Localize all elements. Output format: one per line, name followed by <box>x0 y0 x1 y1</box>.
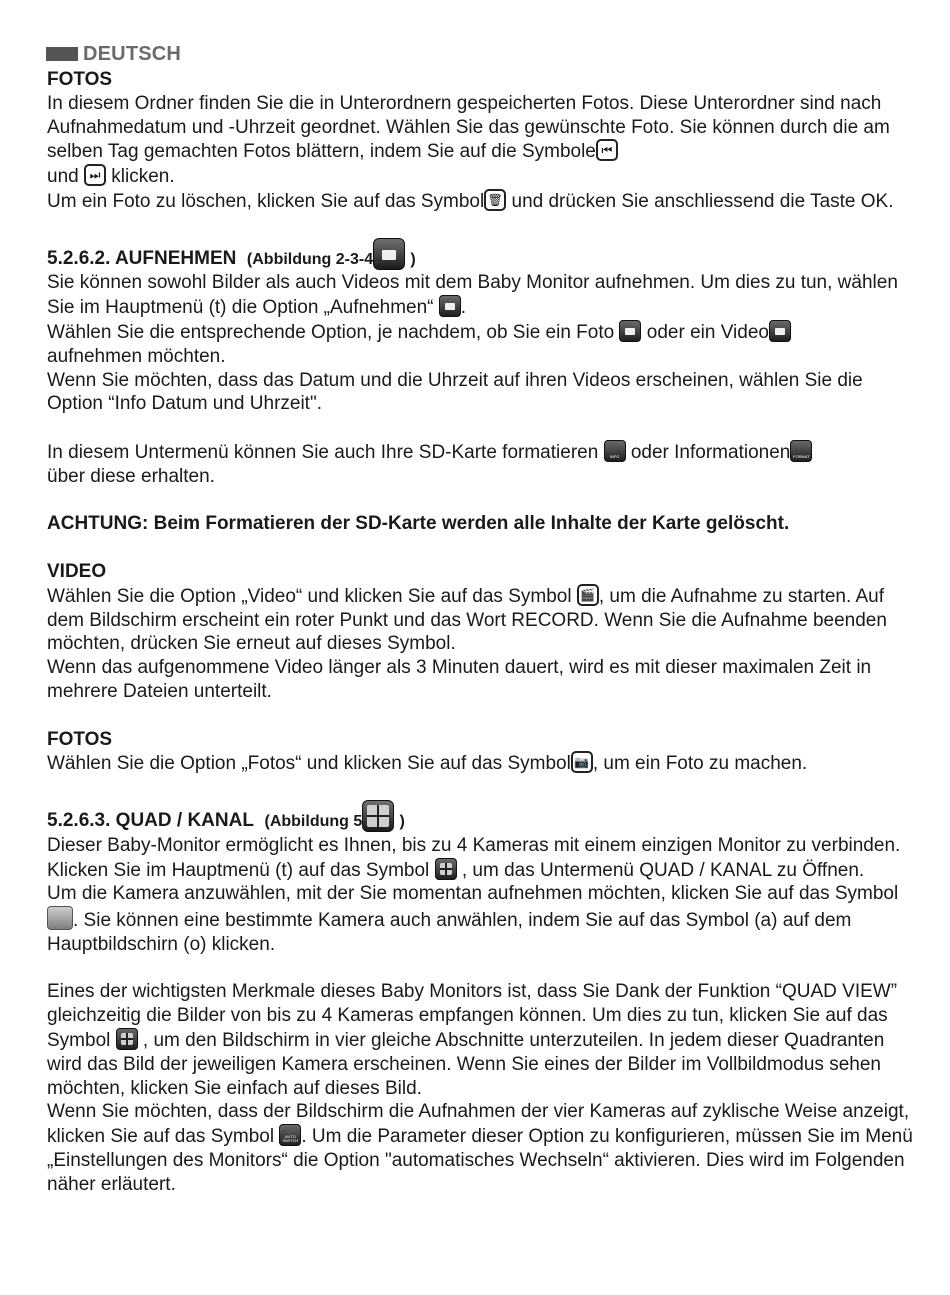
aufnehmen-paragraph-3: Wenn Sie möchten, dass das Datum und die Uhrzeit auf ihren Videos erscheinen, wählen Sie die Option “Info Datum und Uhrzeit". <box>47 369 863 415</box>
fotos2-heading: FOTOS <box>47 728 113 750</box>
fotos-heading: FOTOS <box>47 69 113 90</box>
fotos-paragraph-1: In diesem Ordner finden Sie die in Unterordnern gespeicherten Fotos. Diese Unterordner sind nach Aufnahmedatum und -Uhrzeit geordnet. Wählen Sie das gewünschte Foto. Sie können durch die am selben Tag gemachten Fotos blättern, indem Sie auf die Symbole ⏮ und ⏭ klicken. <box>47 92 890 188</box>
language-bar <box>46 47 78 61</box>
auto-switch-icon: AUTO SWITCH <box>279 1124 301 1146</box>
video-paragraph-2: Wenn das aufgenommene Video länger als 3 Minuten dauert, wird es mit dieser maximalen Zeit in mehrere Dateien unterteilt. <box>47 657 872 702</box>
video-camera-icon: 🎬 <box>577 584 599 606</box>
quad-paragraph-1: Dieser Baby-Monitor ermöglicht es Ihnen, bis zu 4 Kameras mit einem einzigen Monitor zu verbinden. Klicken Sie im Hauptmenü (t) auf das Symbol , um das Untermenü QUAD / KANAL zu Öffnen. <box>47 834 901 881</box>
photo-mode-icon <box>619 320 641 342</box>
record-camera-icon <box>373 238 405 270</box>
fotos-paragraph-2: Um ein Foto zu löschen, klicken Sie auf das Symbol 🗑 und drücken Sie anschliessend die Taste OK. <box>47 190 894 212</box>
quad-view-icon-large <box>362 800 394 832</box>
quad-paragraph-4: Wenn Sie möchten, dass der Bildschirm die Aufnahmen der vier Kameras auf zyklische Weise anzeigt, klicken Sie auf das Symbol AUTO SWITCH . Um die Parameter dieser Option zu konfigurieren, müssen Sie im Menü „Einstellungen des Monitors“ die Option "automatisches Wechseln“ aktivieren. Dies wird im Folgenden näher erläutert. <box>47 1101 913 1195</box>
language-label: DEUTSCH <box>83 42 182 65</box>
quad-heading: 5.2.6.3. QUAD / KANAL (Abbildung 5 ) <box>47 800 917 834</box>
sd-format-icon: FORMAT <box>790 440 812 462</box>
photo-camera-icon: 📷 <box>571 751 593 773</box>
trash-icon: 🗑 <box>484 189 506 211</box>
video-paragraph-1: Wählen Sie die Option „Video“ und klicken Sie auf das Symbol 🎬 , um die Aufnahme zu starten. Auf dem Bildschirm erscheint ein roter Punkt und das Wort RECORD. Wenn Sie die Aufnahme beenden möchten, drücken Sie erneut auf dieses Symbol. <box>47 585 887 655</box>
sd-info-icon: INFO <box>604 440 626 462</box>
camera-select-icon <box>47 906 73 930</box>
aufnehmen-paragraph-2: Wählen Sie die entsprechende Option, je nachdem, ob Sie ein Foto oder ein Video aufnehmen möchten. <box>47 320 917 369</box>
language-header <box>46 40 917 68</box>
aufnehmen-paragraph-1: Sie können sowohl Bilder als auch Videos mit dem Baby Monitor aufnehmen. Um dies zu tun, wählen Sie im Hauptmenü (t) die Option „Aufnehmen“ . <box>47 272 898 319</box>
fast-forward-icon: ⏭ <box>84 164 106 186</box>
warning-text: ACHTUNG: Beim Formatieren der SD-Karte werden alle Inhalte der Karte gelöscht. <box>47 513 790 535</box>
document-page <box>47 40 917 1197</box>
rewind-icon: ⏮ <box>596 139 618 161</box>
quad-paragraph-3: Eines der wichtigsten Merkmale dieses Baby Monitors ist, dass Sie Dank der Funktion “QUAD VIEW” gleichzeitig die Bilder von bis zu 4 Kameras empfangen können. Um dies zu tun, klicken Sie auf das Symbol , um den Bildschirm in vier gleiche Abschnitte unterzuteilen. In jedem dieser Quadranten wird das Bild der jeweiligen Kamera erscheinen. Wenn Sie eines der Bilder im Vollbildmodus sehen möchten, klicken Sie einfach auf dieses Bild. <box>47 981 898 1099</box>
quad-view-icon <box>435 858 457 880</box>
quad-split-icon <box>116 1028 138 1050</box>
camera-icon <box>439 295 461 317</box>
aufnehmen-paragraph-4: In diesem Untermenü können Sie auch Ihre SD-Karte formatieren INFO oder Informationen FORMAT über diese erhalten. <box>47 440 917 489</box>
quad-paragraph-2: Um die Kamera anzuwählen, mit der Sie momentan aufnehmen möchten, klicken Sie auf das Symbol . Sie können eine bestimmte Kamera auch anwählen, indem Sie auf das Symbol (a) auf dem Hauptbildschirn (o) klicken. <box>47 883 899 955</box>
aufnehmen-heading: 5.2.6.2. AUFNEHMEN (Abbildung 2-3-4 ) <box>47 238 917 272</box>
fotos2-paragraph-1: Wählen Sie die Option „Fotos“ und klicken Sie auf das Symbol 📷 , um ein Foto zu machen. <box>47 753 808 775</box>
video-mode-icon <box>769 320 791 342</box>
video-heading: VIDEO <box>47 560 107 582</box>
